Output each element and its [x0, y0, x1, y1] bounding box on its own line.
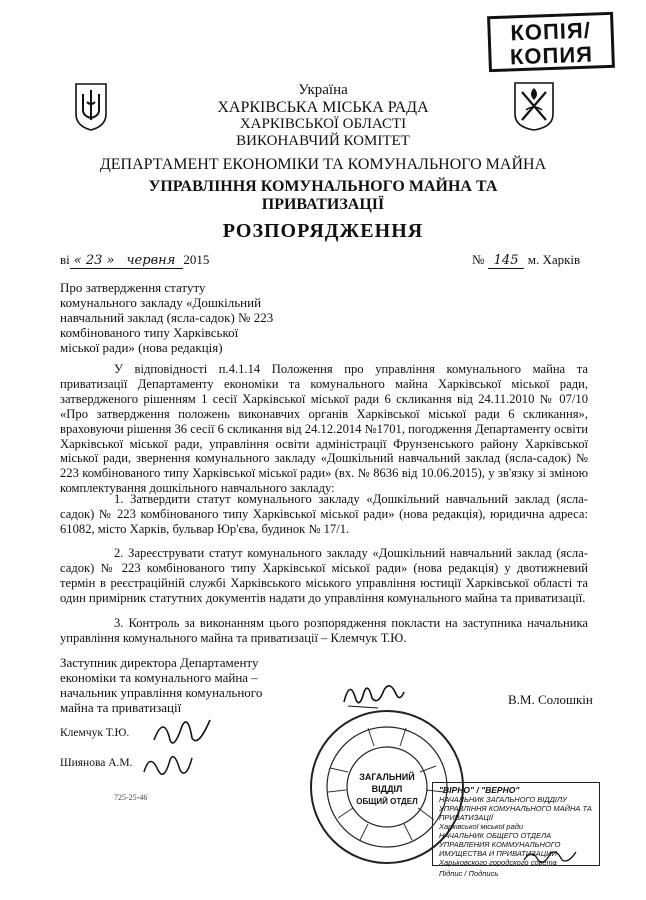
subject-line: комбінованого типу Харківської — [60, 325, 239, 340]
certify-line1: "ВІРНО" / "ВЕРНО" — [439, 785, 520, 795]
directorate-line2: ПРИВАТИЗАЦІЇ — [261, 196, 385, 213]
header-country: Україна — [298, 82, 348, 98]
copy-stamp-line2: КОПИЯ — [509, 41, 594, 70]
order-number: 145 — [488, 253, 525, 269]
date-month: червня — [118, 253, 183, 269]
certify-line5: НАЧАЛЬНИК ОБЩЕГО ОТДЕЛА — [439, 831, 552, 840]
approval-signature-2 — [140, 746, 196, 786]
certify-line6: УПРАВЛЕНИЯ КОММУНАЛЬНОГО ИМУЩЕСТВА И ПРИВАТИЗАЦИИ — [439, 840, 561, 858]
copy-stamp — [487, 12, 615, 72]
subject-line: навчальний заклад (ясла-садок) № 223 — [60, 310, 274, 325]
department-name: ДЕПАРТАМЕНТ ЕКОНОМІКИ ТА КОМУНАЛЬНОГО МАЙНА — [99, 156, 547, 173]
date-prefix: ві — [60, 252, 70, 267]
executor-phone: 725-25-46 — [114, 793, 148, 802]
certify-line2: НАЧАЛЬНИК ЗАГАЛЬНОГО ВІДДІЛУ — [439, 795, 567, 804]
seal-center-line1: ЗАГАЛЬНИЙ — [359, 772, 415, 782]
date-year: 2015 — [183, 252, 210, 267]
certify-line3: УПРАВЛІННЯ КОМУНАЛЬНОГО МАЙНА ТА ПРИВАТИЗАЦІЇ — [439, 804, 592, 822]
signatory-line: Заступник директора Департаменту — [60, 655, 259, 670]
date-line — [60, 252, 209, 268]
certify-signature-label: Підпис / Подпись — [439, 869, 499, 878]
approval-second-name: Шиянова А.М. — [60, 757, 133, 769]
signatory-name: В.М. Солошкін — [508, 692, 593, 707]
subject-line: комунального закладу «Дошкільний — [60, 295, 262, 310]
preamble-paragraph: У відповідності п.4.1.14 Положення про управління комунального майна та приватизації Департаменту економіки та комунального майна Харківської міської ради, затвердженого рішенням 1 сесії Харківської міської ради 6 скликання від 24.11.2010 № 07/10 «Про затвердження положень виконавчих органів Харківської міської ради 6 скликання», враховуючи рішення 36 сесії 6 скликання від 24.12.2014 №1701, погодження Департаменту освіти Харківської міської ради, управління освіти адміністрації Фрунзенського району Харківської міської ради, звернення комунального закладу «Дошкільний навчальний заклад (ясла-садок) № 223 комбінованого типу Харківської міської ради» (вх. № 8636 від 10.06.2015), у зв'язку зі зміною комплектування дошкільного навчального закладу: — [60, 362, 588, 496]
order-item-2: 2. Зареєструвати статут комунального закладу «Дошкільний навчальний заклад (ясла-садок) № 223 комбінованого типу Харківської міської ради» (нова редакція) у двотижневий термін в реєстраційній службі Харківського міського управління юстиції Харківської області та один примірник статутних документів надати до управління комунального майна та приватизації. — [60, 546, 588, 605]
certify-line7: Харьковского городского совета — [439, 858, 557, 867]
signatory-position — [60, 655, 320, 715]
signatory-line: начальник управління комунального — [60, 685, 263, 700]
subject-line: міської ради» (нова редакція) — [60, 340, 223, 355]
directorate-line1: УПРАВЛІННЯ КОМУНАЛЬНОГО МАЙНА ТА — [148, 178, 498, 195]
subject-line: Про затвердження статуту — [60, 280, 206, 295]
date-day: « 23 » — [70, 253, 119, 269]
copy-stamp-line1: КОПІЯ/ — [510, 17, 592, 46]
order-item-1: 1. Затвердити статут комунального закладу «Дошкільний навчальний заклад (ясла-садок) № 223 комбінованого типу Харківської міської ради» (нова редакція), юридична адреса: 61082, місто Харків, бульвар Юр'єва, будинок № 17/1. — [60, 492, 588, 536]
signatory-line: економіки та комунального майна – — [60, 670, 258, 685]
order-item-3: 3. Контроль за виконанням цього розпорядження покласти на заступника начальника управління комунального майна та приватизації – Клемчук Т.Ю. — [60, 616, 588, 645]
certify-signature — [520, 846, 580, 866]
order-number-line — [472, 252, 580, 268]
signatory-line: майна та приватизації — [60, 700, 182, 715]
approval-first-name: Клемчук Т.Ю. — [60, 727, 130, 739]
director-signature — [338, 672, 408, 712]
header-committee: ВИКОНАВЧИЙ КОМІТЕТ — [236, 133, 410, 149]
header-council: ХАРКІВСЬКА МІСЬКА РАДА — [217, 99, 429, 116]
subject-block — [60, 280, 320, 355]
header-region: ХАРКІВСЬКОЇ ОБЛАСТІ — [239, 116, 407, 132]
certify-line4: Харківської міської ради — [439, 822, 524, 831]
document-title: РОЗПОРЯДЖЕННЯ — [222, 220, 424, 242]
seal-center-line2: ВІДДІЛ — [371, 784, 403, 794]
order-city: м. Харків — [527, 252, 581, 267]
order-number-prefix: № — [472, 252, 485, 267]
seal-center-line3: ОБЩИЙ ОТДЕЛ — [356, 797, 418, 806]
